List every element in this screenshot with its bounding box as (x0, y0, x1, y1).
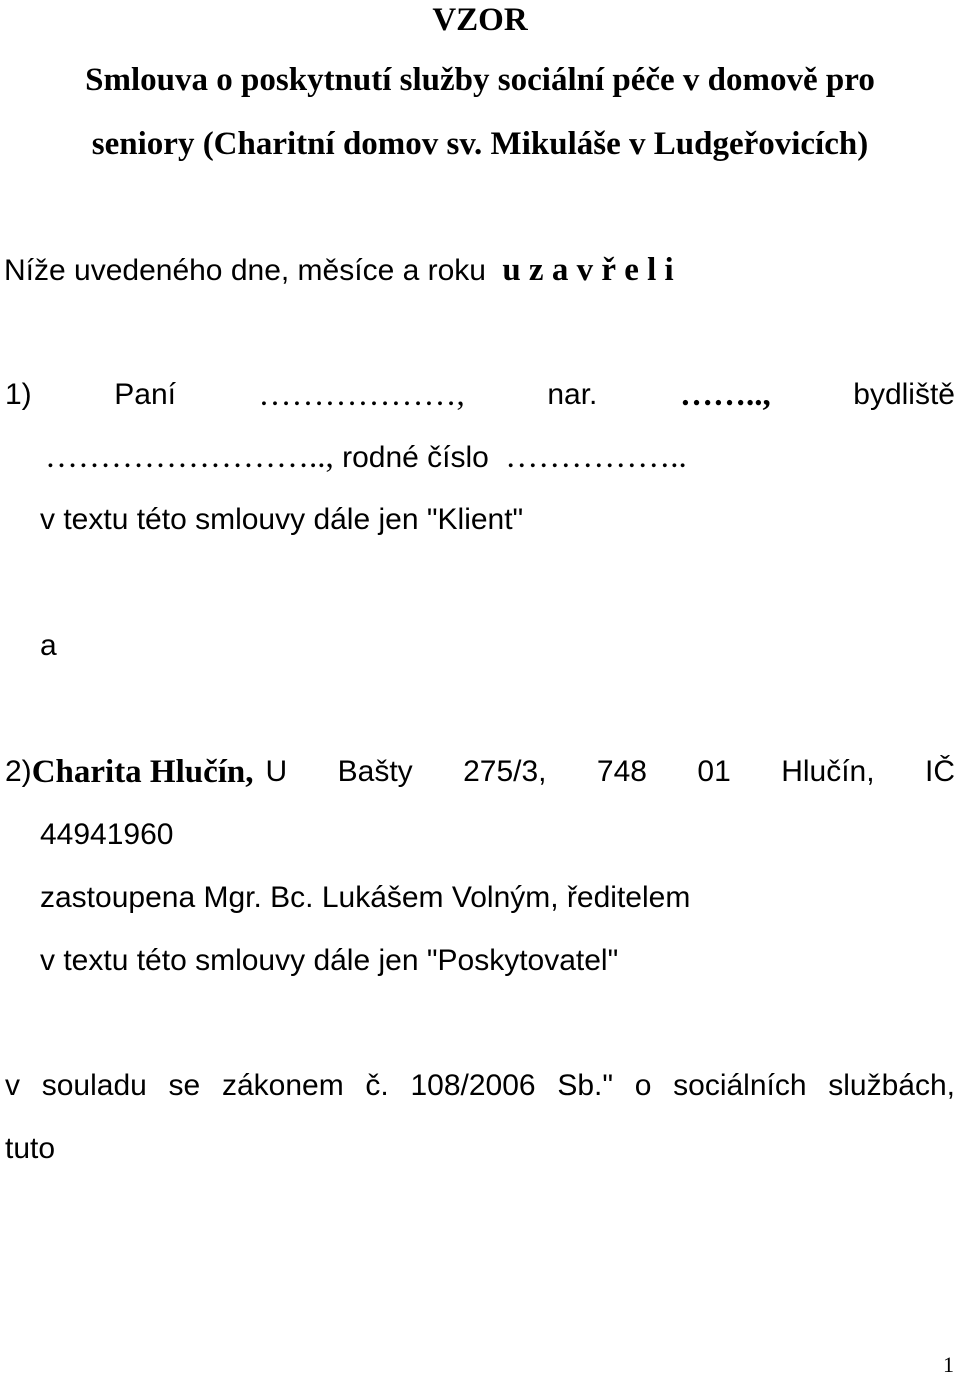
party1-nar-blank: …….., (679, 377, 771, 413)
party1-rc-blank: …………….. (505, 439, 687, 475)
party2-address: U Bašty 275/3, 748 01 Hlučín, IČ (265, 755, 955, 788)
party1-name-blank: ………………, (258, 377, 465, 413)
closing-line1: v souladu se zákonem č. 108/2006 Sb." o sociálních službách, (5, 1069, 955, 1102)
party1-number: 1) (5, 378, 32, 411)
party1-line1 (5, 375, 955, 415)
party2-line1 (5, 752, 955, 792)
party1-nar-label: nar. (547, 378, 598, 411)
intro-text: Níže uvedeného dne, měsíce a roku (4, 254, 486, 287)
party2-number: 2) (5, 755, 32, 788)
party1-address-label: bydliště (853, 378, 955, 411)
party1-salutation: Paní (114, 378, 176, 411)
party2-ic: 44941960 (40, 818, 174, 851)
conjunction: a (40, 629, 57, 662)
party2-designation: v textu této smlouvy dále jen "Poskytovatel" (40, 944, 619, 977)
party2-name: Charita Hlučín, (31, 754, 254, 790)
party1-designation: v textu této smlouvy dále jen "Klient" (40, 503, 524, 536)
intro-paragraph (4, 250, 674, 291)
document-label: VZOR (432, 2, 528, 38)
party2-representative: zastoupena Mgr. Bc. Lukášem Volným, ředitelem (40, 881, 691, 914)
document-title-line1: Smlouva o poskytnutí služby sociální péče v domově pro (85, 62, 875, 98)
party1-address-blank: …………………….., (45, 439, 334, 475)
page-number: 1 (943, 1352, 954, 1377)
closing-line2: tuto (5, 1132, 56, 1165)
document-title-line2: seniory (Charitní domov sv. Mikuláše v Ludgeřovicích) (91, 126, 869, 162)
party1-rc-label: rodné číslo (342, 441, 489, 474)
intro-spaced-verb: u z a v ř e l i (502, 252, 674, 288)
party1-line2 (45, 437, 687, 478)
